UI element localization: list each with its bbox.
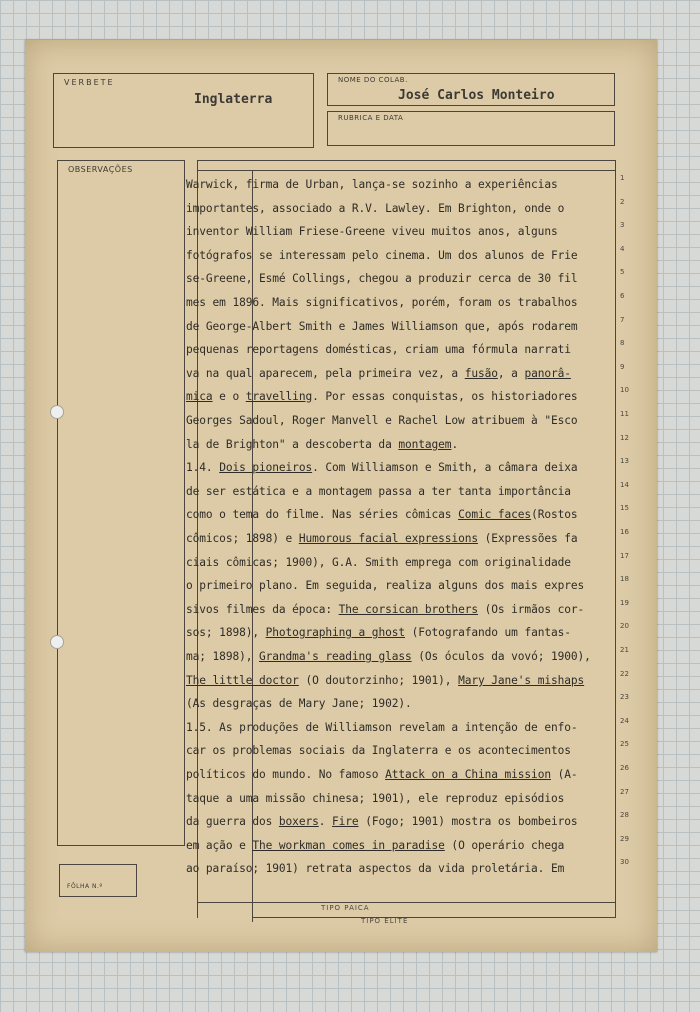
- punch-hole-lower: [50, 635, 64, 649]
- line-number: 1: [620, 174, 625, 182]
- line-number: 19: [620, 599, 629, 607]
- text-segment: car os problemas sociais da Inglaterra e os acontecimentos: [186, 744, 571, 757]
- line-number: 26: [620, 764, 629, 772]
- observacoes-box: [57, 160, 185, 846]
- underlined-title: Dois pioneiros: [219, 461, 313, 474]
- line-number: 27: [620, 788, 629, 796]
- text-line: [186, 697, 626, 710]
- text-line: [186, 532, 626, 545]
- text-segment: taque a uma missão chinesa; 1901), ele reproduz episódios: [186, 792, 565, 805]
- text-line: [186, 461, 626, 474]
- text-line: [186, 202, 626, 215]
- text-segment: (Expressões fa: [477, 532, 578, 545]
- text-segment: fotógrafos se interessam pelo cinema. Um dos alunos de Frie: [186, 249, 578, 262]
- underlined-title: Humorous facial expressions: [298, 532, 478, 545]
- underlined-title: Mary Jane's mishaps: [458, 674, 585, 687]
- text-line: [186, 674, 626, 687]
- text-segment: sivos filmes da época:: [186, 603, 339, 616]
- elite-rule: [252, 917, 616, 918]
- line-number: 13: [620, 457, 629, 465]
- text-segment: e o: [212, 390, 246, 403]
- line-number: 4: [620, 245, 625, 253]
- underlined-title: Attack on a China mission: [385, 768, 551, 781]
- underlined-title: The little doctor: [186, 674, 299, 687]
- colab-value: José Carlos Monteiro: [398, 88, 555, 103]
- line-number: 3: [620, 221, 625, 229]
- text-segment: .: [451, 438, 459, 451]
- text-line: [186, 815, 626, 828]
- text-line: [186, 839, 626, 852]
- verbete-label: VERBETE: [64, 78, 115, 87]
- tipo-paica-label: TIPO PAICA: [321, 904, 370, 912]
- text-segment: cômicos; 1898) e: [186, 532, 299, 545]
- line-number: 23: [620, 693, 629, 701]
- underlined-title: mica: [186, 390, 213, 403]
- text-segment: (Os irmãos cor-: [477, 603, 585, 616]
- underlined-title: boxers: [278, 815, 319, 828]
- underlined-title: Photographing a ghost: [265, 626, 405, 639]
- line-number: 11: [620, 410, 629, 418]
- verbete-value: Inglaterra: [194, 92, 273, 107]
- tipo-elite-label: TIPO ELITE: [361, 917, 409, 925]
- line-number: 15: [620, 504, 629, 512]
- text-line: [186, 178, 626, 191]
- colab-label: NOME DO COLAB.: [338, 76, 408, 84]
- text-line: [186, 768, 626, 781]
- text-segment: 1.5. As produções de Williamson revelam a intenção de enfo-: [186, 721, 578, 734]
- text-segment: inventor William Friese-Greene viveu muitos anos, alguns: [186, 225, 558, 238]
- line-number: 24: [620, 717, 629, 725]
- text-segment: Warwick, firma de Urban, lança-se sozinho a experiências: [186, 178, 558, 191]
- underlined-title: montagem: [398, 438, 452, 451]
- paica-rule: [197, 902, 616, 903]
- line-number: 21: [620, 646, 629, 654]
- text-area-inner-top-rule: [197, 170, 616, 171]
- text-segment: (A-: [550, 768, 578, 781]
- text-segment: mes em 1896. Mais significativos, porém, foram os trabalhos: [186, 296, 578, 309]
- line-number: 2: [620, 198, 625, 206]
- underlined-title: The corsican brothers: [338, 603, 478, 616]
- text-line: [186, 626, 626, 639]
- text-segment: em ação e: [186, 839, 253, 852]
- text-segment: (O doutorzinho; 1901),: [298, 674, 459, 687]
- observacoes-label: OBSERVAÇÕES: [68, 165, 133, 174]
- text-segment: (Rostos: [531, 508, 578, 521]
- underlined-title: Grandma's reading glass: [259, 650, 412, 663]
- rubrica-label: RUBRICA E DATA: [338, 114, 404, 122]
- underlined-title: panorâ-: [524, 367, 571, 380]
- text-segment: como o tema do filme. Nas séries cômicas: [186, 508, 459, 521]
- text-segment: va na qual aparecem, pela primeira vez, a: [186, 367, 465, 380]
- text-line: [186, 508, 626, 521]
- text-segment: de ser estática e a montagem passa a ter tanta importância: [186, 485, 571, 498]
- line-number: 22: [620, 670, 629, 678]
- text-line: [186, 320, 626, 333]
- underlined-title: fusão: [464, 367, 498, 380]
- text-line: [186, 579, 626, 592]
- text-segment: . Com Williamson e Smith, a câmara deixa: [312, 461, 578, 474]
- text-line: [186, 390, 626, 403]
- text-line: [186, 792, 626, 805]
- colab-name-box: [327, 73, 615, 106]
- line-number: 7: [620, 316, 625, 324]
- line-number: 30: [620, 858, 629, 866]
- text-segment: ma; 1898),: [186, 650, 259, 663]
- underlined-title: Comic faces: [458, 508, 532, 521]
- text-segment: ao paraíso; 1901) retrata aspectos da vida proletária. Em: [186, 862, 565, 875]
- verbete-box: [53, 73, 314, 148]
- text-line: [186, 744, 626, 757]
- line-number: 8: [620, 339, 625, 347]
- text-segment: (Os óculos da vovó; 1900),: [411, 650, 591, 663]
- text-segment: .: [318, 815, 333, 828]
- text-line: [186, 249, 626, 262]
- text-segment: políticos do mundo. No famoso: [186, 768, 386, 781]
- text-line: [186, 721, 626, 734]
- underlined-title: The workman comes in paradise: [252, 839, 445, 852]
- text-segment: (Fogo; 1901) mostra os bombeiros: [358, 815, 578, 828]
- text-line: [186, 485, 626, 498]
- text-segment: 1.4.: [186, 461, 220, 474]
- text-segment: da guerra dos: [186, 815, 279, 828]
- text-line: [186, 343, 626, 356]
- text-segment: , a: [497, 367, 525, 380]
- text-segment: o primeiro plano. Em seguida, realiza alguns dos mais expres: [186, 579, 585, 592]
- text-line: [186, 225, 626, 238]
- text-area-top-rule: [197, 160, 616, 161]
- folha-box: [59, 864, 137, 897]
- line-number: 9: [620, 363, 625, 371]
- line-number: 25: [620, 740, 629, 748]
- text-segment: (As desgraças de Mary Jane; 1902).: [186, 697, 412, 710]
- text-segment: importantes, associado a R.V. Lawley. Em Brighton, onde o: [186, 202, 565, 215]
- punch-hole-upper: [50, 405, 64, 419]
- text-segment: pequenas reportagens domésticas, criam uma fórmula narrati: [186, 343, 571, 356]
- text-segment: ciais cômicas; 1900), G.A. Smith emprega com originalidade: [186, 556, 571, 569]
- text-segment: . Por essas conquistas, os historiadores: [312, 390, 578, 403]
- line-number: 10: [620, 386, 629, 394]
- underlined-title: travelling: [245, 390, 313, 403]
- rubrica-box: [327, 111, 615, 146]
- line-number: 29: [620, 835, 629, 843]
- text-line: [186, 603, 626, 616]
- text-line: [186, 650, 626, 663]
- folha-label: FÔLHA N.º: [67, 883, 103, 890]
- underlined-title: Fire: [332, 815, 359, 828]
- text-line: [186, 438, 626, 451]
- line-number: 12: [620, 434, 629, 442]
- text-line: [186, 556, 626, 569]
- text-line: [186, 272, 626, 285]
- text-line: [186, 414, 626, 427]
- text-segment: (O operário chega: [444, 839, 565, 852]
- text-segment: Georges Sadoul, Roger Manvell e Rachel Low atribuem à "Esco: [186, 414, 578, 427]
- text-segment: la de Brighton" a descoberta da: [186, 438, 399, 451]
- line-number: 18: [620, 575, 629, 583]
- line-number: 5: [620, 268, 625, 276]
- text-segment: (Fotografando um fantas-: [405, 626, 571, 639]
- line-number: 17: [620, 552, 629, 560]
- text-line: [186, 296, 626, 309]
- line-number: 14: [620, 481, 629, 489]
- text-segment: de George-Albert Smith e James Williamson que, após rodarem: [186, 320, 578, 333]
- line-number: 28: [620, 811, 629, 819]
- text-segment: sos; 1898),: [186, 626, 266, 639]
- line-number: 6: [620, 292, 625, 300]
- text-segment: se-Greene, Esmé Collings, chegou a produzir cerca de 30 fil: [186, 272, 578, 285]
- text-line: [186, 862, 626, 875]
- line-number: 16: [620, 528, 629, 536]
- text-line: [186, 367, 626, 380]
- line-number: 20: [620, 622, 629, 630]
